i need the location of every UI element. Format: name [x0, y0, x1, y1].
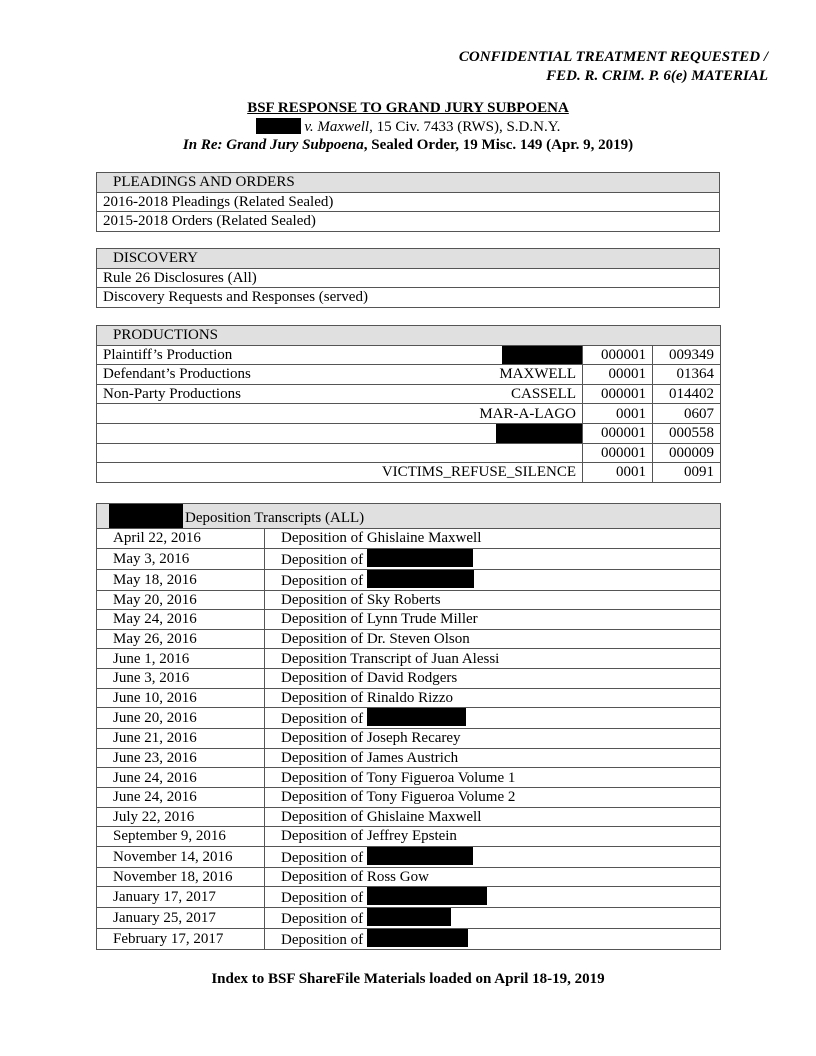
redaction-box [367, 570, 474, 588]
table-row [97, 569, 721, 590]
deposition-description [265, 548, 721, 569]
bates-start: 000001 [583, 443, 653, 463]
redaction-box [109, 504, 183, 528]
deposition-date: June 21, 2016 [97, 729, 265, 749]
deposition-date: June 10, 2016 [97, 688, 265, 708]
production-prefix: MAXWELL [347, 365, 583, 385]
deposition-text: Deposition of [281, 911, 364, 928]
deposition-description [265, 827, 721, 847]
deposition-text: Deposition of [281, 849, 364, 866]
deposition-date: November 14, 2016 [97, 846, 265, 867]
deposition-description [265, 610, 721, 630]
deposition-date: November 18, 2016 [97, 867, 265, 887]
table-row [97, 404, 721, 424]
redaction-box [367, 887, 487, 905]
table-row [97, 867, 721, 887]
depositions-table [96, 503, 721, 950]
table-row [97, 365, 721, 385]
deposition-description [265, 590, 721, 610]
table-row: 2016-2018 Pleadings (Related Sealed) [97, 192, 720, 212]
deposition-date: June 20, 2016 [97, 708, 265, 729]
deposition-description [265, 807, 721, 827]
deposition-text: Deposition of Tony Figueroa Volume 2 [281, 789, 516, 806]
deposition-text: Deposition of Jeffrey Epstein [281, 828, 457, 845]
bates-start: 000001 [583, 345, 653, 365]
bates-end: 0091 [653, 463, 721, 483]
deposition-description [265, 688, 721, 708]
table-row: 2015-2018 Orders (Related Sealed) [97, 212, 720, 232]
deposition-text: Deposition of [281, 890, 364, 907]
deposition-date: June 23, 2016 [97, 748, 265, 768]
deposition-date: June 24, 2016 [97, 768, 265, 788]
redaction-box [502, 345, 582, 365]
deposition-text: Deposition of Ross Gow [281, 869, 429, 886]
production-prefix: CASSELL [347, 384, 583, 404]
deposition-text: Deposition of Dr. Steven Olson [281, 631, 470, 648]
deposition-description [265, 729, 721, 749]
table-header: PLEADINGS AND ORDERS [97, 173, 720, 193]
table-header: DISCOVERY [97, 249, 720, 269]
deposition-text: Deposition of Joseph Recarey [281, 730, 461, 747]
table-header: PRODUCTIONS [97, 326, 721, 346]
deposition-text: Deposition of Tony Figueroa Volume 1 [281, 769, 516, 786]
table-row [97, 708, 721, 729]
subpoena-reference [0, 136, 816, 155]
production-label [97, 423, 347, 443]
confidentiality-line-2: FED. R. CRIM. P. 6(e) MATERIAL [546, 68, 768, 84]
production-label [97, 404, 347, 424]
deposition-description [265, 787, 721, 807]
deposition-date: February 17, 2017 [97, 929, 265, 950]
case-name: v. Maxwell [304, 118, 370, 135]
table-row: Discovery Requests and Responses (served) [97, 288, 720, 308]
table-row [97, 590, 721, 610]
deposition-date: May 26, 2016 [97, 629, 265, 649]
redaction-box [256, 118, 301, 134]
production-prefix [347, 345, 583, 365]
deposition-text: Deposition of Ghislaine Maxwell [281, 530, 482, 547]
deposition-description [265, 846, 721, 867]
production-prefix [347, 443, 583, 463]
production-prefix: VICTIMS_REFUSE_SILENCE [347, 463, 583, 483]
deposition-description [265, 908, 721, 929]
deposition-text: Deposition of David Rodgers [281, 670, 458, 687]
deposition-date: June 1, 2016 [97, 649, 265, 669]
deposition-text: Deposition of [281, 932, 364, 949]
table-header [97, 504, 721, 529]
confidentiality-header [459, 48, 768, 86]
table-row [97, 548, 721, 569]
deposition-date: April 22, 2016 [97, 529, 265, 549]
deposition-description [265, 708, 721, 729]
table-row [97, 423, 721, 443]
deposition-description [265, 748, 721, 768]
table-row [97, 649, 721, 669]
deposition-date: January 25, 2017 [97, 908, 265, 929]
table-row [97, 827, 721, 847]
table-row [97, 443, 721, 463]
deposition-text: Deposition of [281, 551, 364, 568]
deposition-date: May 24, 2016 [97, 610, 265, 630]
title-heading: BSF RESPONSE TO GRAND JURY SUBPOENA [247, 100, 569, 116]
table-row [97, 688, 721, 708]
table-row [97, 668, 721, 688]
discovery-table [96, 248, 720, 308]
table-row [97, 787, 721, 807]
table-row [97, 748, 721, 768]
bates-end: 000558 [653, 423, 721, 443]
bates-start: 000001 [583, 384, 653, 404]
deposition-description [265, 629, 721, 649]
bates-start: 0001 [583, 404, 653, 424]
deposition-description [265, 569, 721, 590]
bates-end: 009349 [653, 345, 721, 365]
subpoena-details: , Sealed Order, 19 Misc. 149 (Apr. 9, 2019) [363, 137, 634, 153]
redaction-box [367, 908, 451, 926]
table-row [97, 846, 721, 867]
deposition-text: Deposition of Ghislaine Maxwell [281, 808, 482, 825]
deposition-text: Deposition of [281, 572, 364, 589]
deposition-text: Deposition Transcript of Juan Alessi [281, 650, 500, 667]
page-footer: Index to BSF ShareFile Materials loaded on April 18-19, 2019 [211, 971, 605, 987]
bates-end: 01364 [653, 365, 721, 385]
deposition-date: June 3, 2016 [97, 668, 265, 688]
deposition-date: May 20, 2016 [97, 590, 265, 610]
subpoena-name: In Re: Grand Jury Subpoena [182, 137, 364, 153]
deposition-text: Deposition of James Austrich [281, 750, 459, 767]
table-row [97, 768, 721, 788]
table-row [97, 929, 721, 950]
deposition-text: Deposition of Lynn Trude Miller [281, 611, 478, 628]
table-row [97, 463, 721, 483]
redaction-box [496, 423, 582, 443]
productions-table [96, 325, 721, 483]
deposition-description [265, 929, 721, 950]
deposition-date: May 3, 2016 [97, 548, 265, 569]
bates-start: 0001 [583, 463, 653, 483]
production-label: Defendant’s Productions [97, 365, 347, 385]
redaction-box [367, 929, 468, 947]
deposition-description [265, 668, 721, 688]
deposition-text: Deposition of [281, 711, 364, 728]
confidentiality-line-1: CONFIDENTIAL TREATMENT REQUESTED / [458, 49, 768, 65]
table-row [97, 908, 721, 929]
production-label: Non-Party Productions [97, 384, 347, 404]
production-label [97, 443, 347, 463]
deposition-description [265, 867, 721, 887]
bates-start: 000001 [583, 423, 653, 443]
depositions-header-label: Deposition Transcripts (ALL) [185, 510, 365, 526]
case-number: , 15 Civ. 7433 (RWS), S.D.N.Y. [369, 118, 561, 135]
production-prefix: MAR-A-LAGO [347, 404, 583, 424]
bates-end: 0607 [653, 404, 721, 424]
deposition-date: January 17, 2017 [97, 887, 265, 908]
case-caption [0, 118, 816, 137]
deposition-description [265, 529, 721, 549]
deposition-date: September 9, 2016 [97, 827, 265, 847]
production-label [97, 463, 347, 483]
pleadings-table [96, 172, 720, 232]
table-row [97, 629, 721, 649]
bates-start: 00001 [583, 365, 653, 385]
bates-end: 014402 [653, 384, 721, 404]
table-row [97, 610, 721, 630]
table-row [97, 887, 721, 908]
table-row [97, 729, 721, 749]
table-row [97, 529, 721, 549]
deposition-text: Deposition of Sky Roberts [281, 591, 441, 608]
document-title [0, 99, 816, 155]
redaction-box [367, 549, 473, 567]
table-row [97, 384, 721, 404]
deposition-description [265, 649, 721, 669]
production-prefix [347, 423, 583, 443]
deposition-description [265, 887, 721, 908]
bates-end: 000009 [653, 443, 721, 463]
deposition-date: July 22, 2016 [97, 807, 265, 827]
table-row: Rule 26 Disclosures (All) [97, 268, 720, 288]
deposition-date: June 24, 2016 [97, 787, 265, 807]
table-row [97, 345, 721, 365]
table-row [97, 807, 721, 827]
deposition-description [265, 768, 721, 788]
redaction-box [367, 708, 466, 726]
deposition-date: May 18, 2016 [97, 569, 265, 590]
production-label: Plaintiff’s Production [97, 345, 347, 365]
deposition-text: Deposition of Rinaldo Rizzo [281, 689, 454, 706]
redaction-box [367, 847, 473, 865]
